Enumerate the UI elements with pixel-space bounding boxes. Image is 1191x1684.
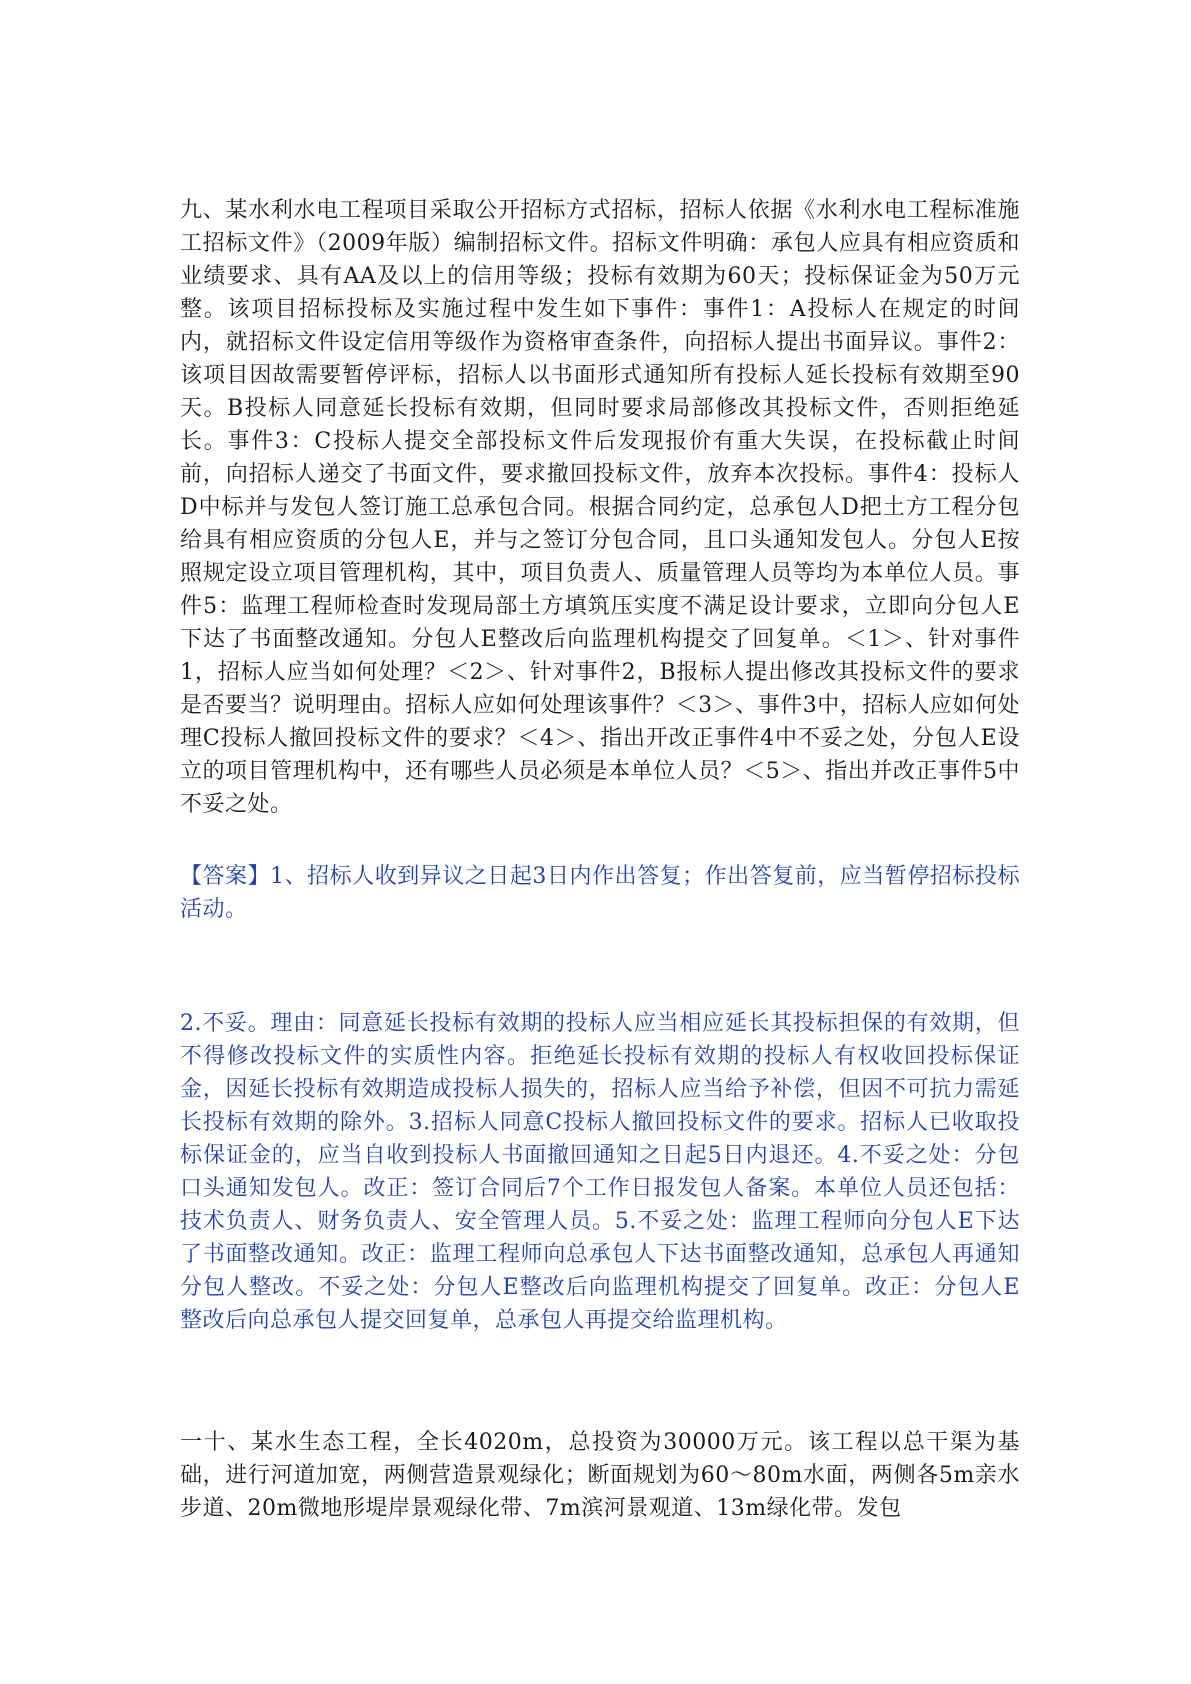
question-9-text: 九、某水利水电工程项目采取公开招标方式招标，招标人依据《水利水电工程标准施工招标文件》（2009年版）编制招标文件。招标文件明确：承包人应具有相应资质和业绩要求、具有AA及以上的信用等级；投标有效期为60天；投标保证金为50万元整。该项目招标投标及实施过程中发生如下事件：事件1：A投标人在规定的时间内，就招标文件设定信用等级作为资格审查条件，向招标人提出书面异议。事件2：该项目因故需要暂停评标，招标人以书面形式通知所有投标人延长投标有效期至90天。B投标人同意延长投标有效期，但同时要求局部修改其投标文件，否则拒绝延长。事件3：C投标人提交全部投标文件后发现报价有重大失误，在投标截止时间前，向招标人递交了书面文件，要求撤回投标文件，放弃本次投标。事件4：投标人D中标并与发包人签订施工总承包合同。根据合同约定，总承包人D把土方工程分包给具有相应资质的分包人E，并与之签订分包合同，且口头通知发包人。分包人E按照规定设立项目管理机构，其中，项目负责人、质量管理人员等均为本单位人员。事件5：监理工程师检查时发现局部土方填筑压实度不满足设计要求，立即向分包人E下达了书面整改通知。分包人E整改后向监理机构提交了回复单。＜1＞、针对事件1，招标人应当如何处理？＜2＞、针对事件2，B报标人提出修改其投标文件的要求是否要当？说明理由。招标人应如何处理该事件？＜3＞、事件3中，招标人应如何处理C投标人撤回投标文件的要求？＜4＞、指出开改正事件4中不妥之处，分包人E设立的项目管理机构中，还有哪些人员必须是本单位人员？＜5＞、指出并改正事件5中不妥之处。: [180, 198, 1020, 817]
question-10-text: 一十、某水生态工程，全长4020m，总投资为30000万元。该工程以总干渠为基础，进行河道加宽，两侧营造景观绿化；断面规划为60～80m水面，两侧各5m亲水步道、20m微地形堤岸景观绿化带、7m滨河景观道、13m绿化带。发包: [180, 1430, 1020, 1521]
answer-9-part-2: 2.不妥。理由：同意延长投标有效期的投标人应当相应延长其投标担保的有效期，但不得修改投标文件的实质性内容。拒绝延长投标有效期的投标人有权收回投标保证金，因延长投标有效期造成投标人损失的，招标人应当给予补偿，但因不可抗力需延长投标有效期的除外。3.招标人同意C投标人撤回投标文件的要求。招标人已收取投标保证金的，应当自收到投标人书面撤回通知之日起5日内退还。4.不妥之处：分包口头通知发包人。改正：签订合同后7个工作日报发包人备案。本单位人员还包括：技术负责人、财务负责人、安全管理人员。5.不妥之处：监理工程师向分包人E下达了书面整改通知。改正：监理工程师向总承包人下达书面整改通知，总承包人再通知分包人整改。不妥之处：分包人E整改后向监理机构提交了回复单。改正：分包人E整改后向总承包人提交回复单，总承包人再提交给监理机构。: [180, 1011, 1020, 1333]
document-page: [180, 0, 1020, 1684]
answer-9-part-1: 【答案】1、招标人收到异议之日起3日内作出答复；作出答复前，应当暂停招标投标活动。: [180, 864, 1020, 922]
